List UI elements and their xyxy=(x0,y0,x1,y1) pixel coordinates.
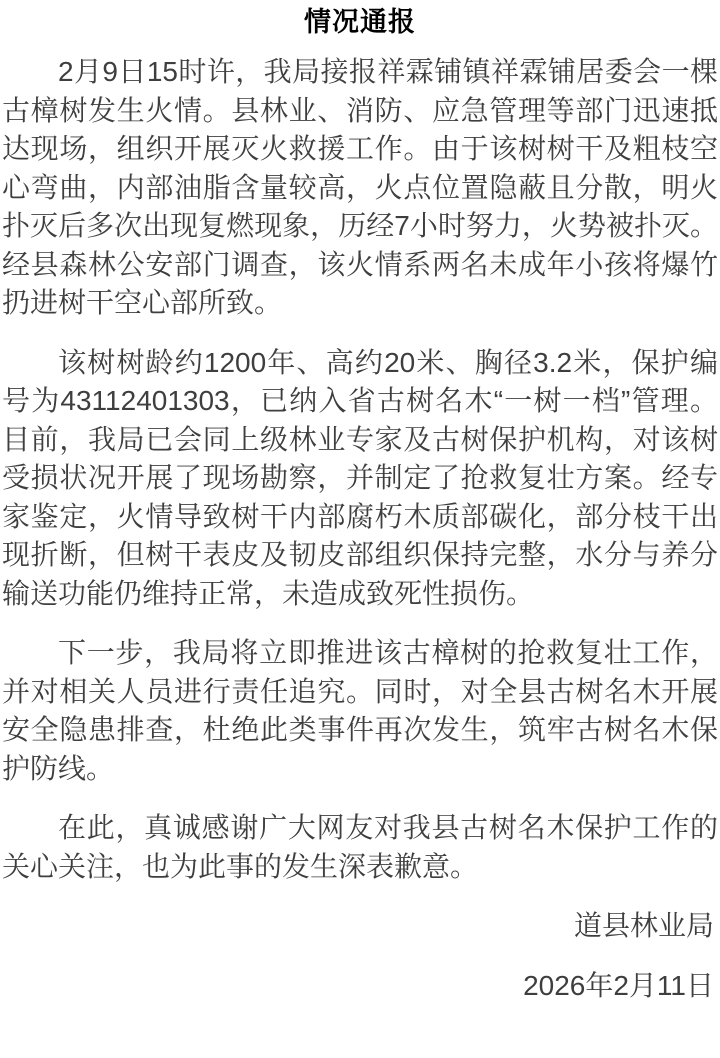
paragraph-incident: 2月9日15时许，我局接报祥霖铺镇祥霖铺居委会一棵古樟树发生火情。县林业、消防、应急管理等部门迅速抵达现场，组织开展灭火救援工作。由于该树树干及粗枝空心弯曲，内部油脂含量较高，火点位置隐蔽且分散，明火扑灭后多次出现复燃现象，历经7小时努力，火势被扑灭。经县森林公安部门调查，该火情系两名未成年小孩将爆竹扔进树干空心部所致。 xyxy=(2,56,718,318)
paragraph-next-steps: 下一步，我局将立即推进该古樟树的抢救复壮工作，并对相关人员进行责任追究。同时，对全县古树名木开展安全隐患排查，杜绝此类事件再次发生，筑牢古树名木保护防线。 xyxy=(2,637,718,784)
document-title: 情况通报 xyxy=(304,7,416,37)
signature-date: 2026年2月11日 xyxy=(523,969,714,1001)
signature-issuer: 道县林业局 xyxy=(573,910,714,941)
paragraph-apology: 在此，真诚感谢广大网友对我县古树名木保护工作的关心关注，也为此事的发生深表歉意。 xyxy=(2,812,718,882)
paragraph-tree-status: 该树树龄约1200年、高约20米、胸径3.2米，保护编号为43112401303，已纳入省古树名木“一树一档”管理。目前，我局已会同上级林业专家及古树保护机构，对该树受损状况开展了现场勘察，并制定了抢救复壮方案。经专家鉴定，火情导致树干内部腐朽木质部碳化，部分枝干出现折断，但树干表皮及韧皮部组织保持完整，水分与养分输送功能仍维持正常，未造成致死性损伤。 xyxy=(2,346,718,609)
